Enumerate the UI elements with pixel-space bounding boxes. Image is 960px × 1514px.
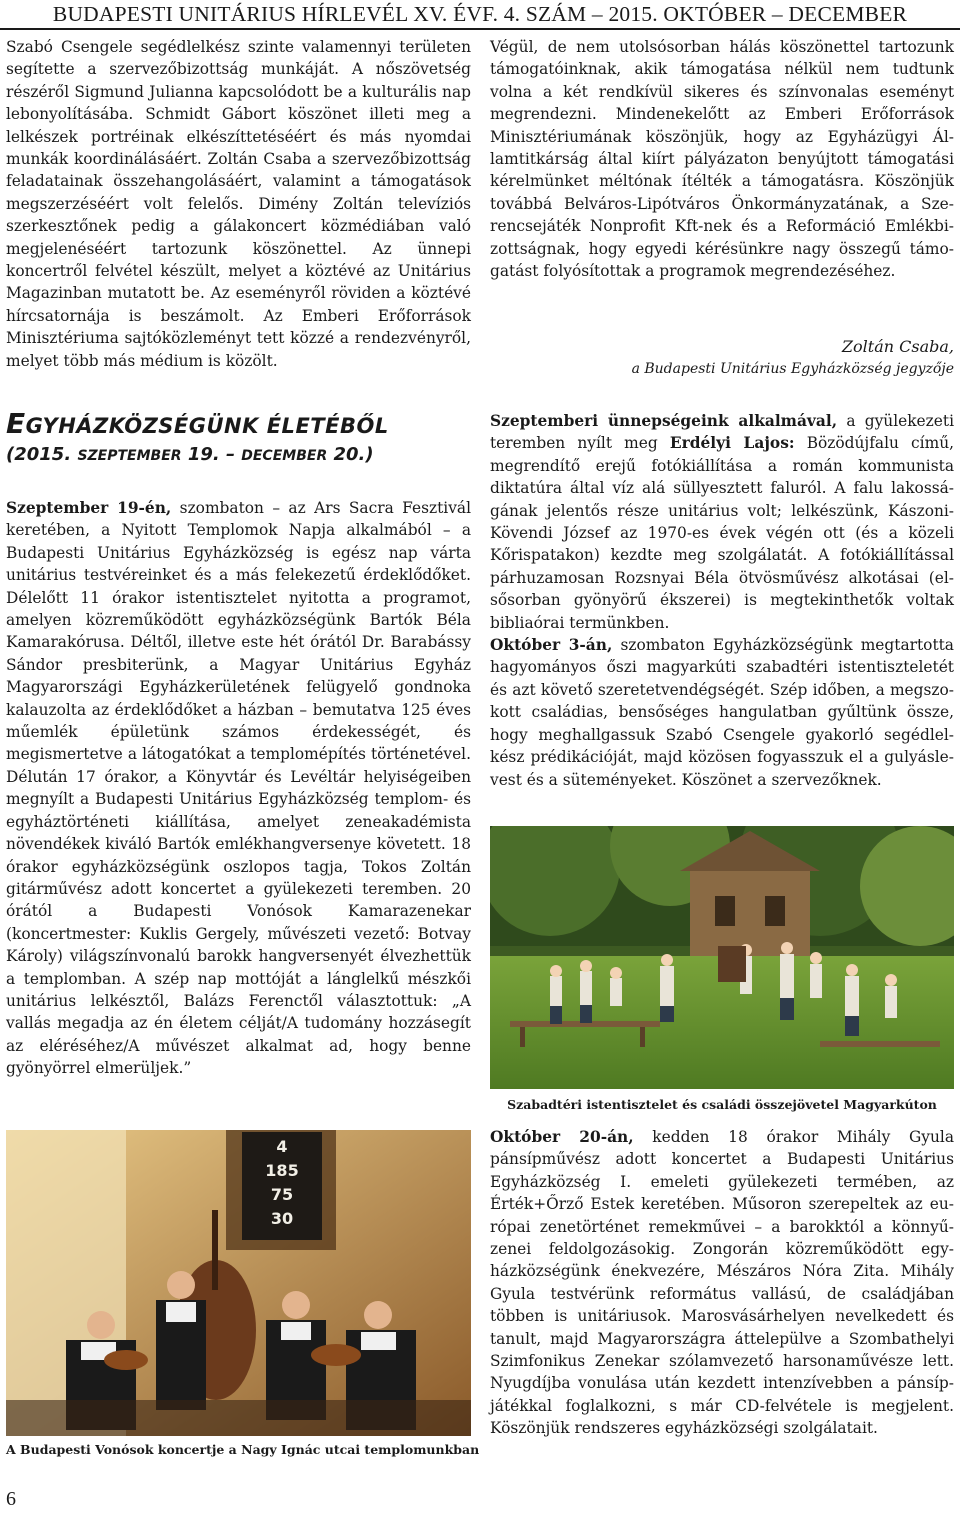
body-text: kedden 18 órakor Mihály Gyula pánsípművész adott koncertet a Budapesti Unitárius Egyházközség I. emeleti gyülekezeti termében, az Érték+Őrző Estek keretében. Műsoron szerepeltek az európai zenetörténet remekművei – a barokktól a könnyűzenei feldolgozásokig. Zongorán közreműködött egyházközségünk énekvezére, Mészáros Nóra Zita. Mihály Gyula testvérünk református vallású, de családjában többen is unitáriusok. Marosvásárhelyen nevelkedett és tanult, majd Magyarországra áttelepülve a Szombathelyi Szimfonikus Zenekar szólamvezető harsonaművésze lett. Nyugdíjba vonulása után kezdett intenzívebben a pánsípjátékkal foglalkozni, s már CD-felvétele is megjelent. Köszönjük rendszeres egyházközségi szolgálatait. bbox=[490, 1128, 954, 1438]
body-text: a gyülekezeti teremben nyílt meg bbox=[490, 412, 954, 453]
lead-in: Október 3-án, bbox=[490, 636, 613, 655]
section-title bbox=[6, 408, 476, 443]
right-top-paragraph bbox=[490, 36, 954, 282]
outdoor-photo-caption: Szabadtéri istentisztelet és családi összejövetel Magyarkúton bbox=[507, 1097, 937, 1112]
left-main-article bbox=[6, 497, 471, 1080]
newsletter-title: BUDAPESTI UNITÁRIUS HÍRLEVÉL XV. ÉVF. 4. SZÁM – 2015. OKTÓBER – DECEMBER bbox=[52, 2, 908, 26]
concert-photo bbox=[6, 1130, 471, 1436]
title-rest: GYHÁZKÖZSÉGÜNK ÉLETÉBŐL bbox=[25, 414, 389, 438]
lead-in: Szeptemberi ünnepségeink alkalmával, bbox=[490, 412, 838, 430]
outdoor-photo-illustration bbox=[490, 826, 954, 1089]
sub-part: 19. – bbox=[181, 444, 242, 465]
header-rule bbox=[0, 28, 960, 30]
paragraph: Szabó Csengele segédlelkész szinte valamennyi területen segítette a szervezőbizottság munkáját. A nőszövetség részéről Sigmund Julianna kapcsolódott be a kulturális nap lebonyolításába. Schmidt Gábort köszönet illeti meg a lelkészek portréinak elkészíttetéséért és más nyomdai munkák koordinálásáért. Zoltán Csaba a szervezőbizottság feladatainak összehangolásáért, valamint a támogatások megszerzéséért volt felelős. Dimény Zoltán televíziós szerkesztőnek pedig a gálakoncert közmédiában való megjelenéséért tartozunk köszönettel. Az ünnepi koncertről felvétel készült, melyet a köztévé az Unitárius Magazinban mutatott be. Az eseményről röviden a köztévé hírcsatornája is beszámolt. Az Emberi Erőforrások Minisztériuma sajtóközleményt tett közzé a rendezvényről, melyet több más médium is közölt. bbox=[6, 38, 471, 370]
paragraph bbox=[6, 497, 471, 1080]
paragraph: Végül, de nem utolsósorban hálás köszönettel tartozunk támogatóinknak, akik támogatása nélkül nem tudtunk volna a két rendkívül sikeres és színvonalas eseményt megrendezni. Mindenekelőtt az Emberi Erőforrások Minisztériumának köszönjük, hogy az Egyházügyi Államtitkárság által kiírt pályázaton benyújtott támogatási kérelmünket méltónak ítélték a támogatásra. Köszönjük továbbá Belváros-Lipótváros Önkormányzatának, a Szerencsejáték Nonprofit Kft-nek és a Reformáció Emlékbizottságnak, hogy egyedi kérésünkre nagy összegű támogatást folyósítottak a programok megrendezéséhez. bbox=[490, 38, 954, 281]
concert-photo-caption: A Budapesti Vonósok koncertje a Nagy Ignác utcai templomunkban bbox=[6, 1442, 480, 1457]
signature bbox=[490, 336, 954, 380]
outdoor-service-photo bbox=[490, 826, 954, 1089]
paragraph bbox=[490, 410, 954, 634]
left-top-paragraph bbox=[6, 36, 471, 372]
paragraph bbox=[490, 1126, 954, 1440]
hymn-board-number: 185 bbox=[265, 1161, 299, 1180]
concert-photo-illustration bbox=[6, 1130, 471, 1436]
running-header bbox=[0, 0, 960, 30]
lead-in: Szeptember 19-én, bbox=[6, 499, 172, 517]
sub-part: SZEPTEMBER bbox=[77, 448, 182, 464]
sub-part: (2015. bbox=[6, 444, 78, 465]
title-initial: E bbox=[6, 407, 26, 440]
hymn-board-number: 30 bbox=[270, 1209, 294, 1228]
body-text: szombaton – az Ars Sacra Fesztivál keretében, a Nyitott Templomok Napja alkalmából – a Budapesti Unitárius Egyházközség is egész nap várta unitárius testvéreinket és a más felekezetű érdeklődőket. Délelőtt 11 órakor istentisztelet nyitotta a programot, amelyen közreműködött egyházközségünk Bartók Béla Kamarakórusa. Déltől, illetve este hét órától Dr. Barabássy Sándor presbiterünk, a Magyar Unitárius Egyház Magyarországi Egyházkerületének felügyelő gondnoka kalauzolta az érdeklődőket a házban – bemutatva 125 éves műemlék épületünk számos érdekességét, és megismertetve a látogatókat a templomépítés történetével. Délután 17 órakor, a Könyvtár és Levéltár helyiségeiben megnyílt a Budapesti Unitárius Egyházközség templom- és egyháztörténeti kiállítása, amelyet zeneakadémista növendékek kiváló Bartók emlékhangversenye követett. 18 órakor egyházközségünk oszlopos tagja, Tokos Zoltán gitárművész adott koncertet a gyülekezeti teremben. 20 órától a Budapesti Vonósok Kamarazenekar (koncertmester: Kuklis Gergely, művészeti vezető: Botvay Károly) világszínvonalú barokk hangversenyét élvezhettük a templomban. A szép nap mottóját a lánglelkű mészkői unitárius lelkésztől, Balázs Ferenctől választottuk: „A vallás megadja az én életem célját/A tudomány hozzásegít az eléréséhez/A művészet alkalmat ad, hogy benne gyönyörrel elmerüljek.” bbox=[6, 499, 472, 1078]
lead-in: Október 20-án, bbox=[490, 1128, 634, 1146]
section-subtitle bbox=[6, 443, 476, 468]
page-number: 6 bbox=[6, 1488, 16, 1510]
sub-part: 20.) bbox=[327, 444, 374, 465]
section-heading bbox=[6, 408, 476, 468]
right-main-article bbox=[490, 410, 954, 791]
body-text: Bözödújfalu című, megrendítő erejű fotókiállítása a román kommunista diktatúra által víz alá süllyesztett faluról. A falu lakosságának jelentős része unitárius volt; lelkészünk, Kászoni-Kövendi József az 1970-es évek végén ott (és a közeli Kőrispatakon) kezdte meg szolgálatát. A fotókiállítással párhuzamosan Rozsnyai Béla ötvösművész alkotásai (elsősorban gyönyörű ékszerei) is megtekinthetők voltak bibliaórai termünkben. bbox=[490, 434, 955, 632]
hymn-board-number: 75 bbox=[270, 1185, 294, 1204]
body-text: szombaton Egyházközségünk megtartotta hagyományos őszi magyarkúti szabadtéri istentiszteletét és azt követő szeretetvendégségét. Szép időben, a megszokott családias, bensőséges hangulatban gyűltünk össze, hogy meghallgassuk Szabó Csengele gyakorló segédlelkész prédikációját, majd közösen fogyasszuk el a gulyáslevest és a süteményeket. Köszönet a szervezőknek. bbox=[490, 636, 954, 789]
paragraph bbox=[490, 634, 954, 791]
hymn-board-number: 4 bbox=[276, 1137, 288, 1156]
artist-name: Erdélyi Lajos: bbox=[669, 434, 795, 453]
signature-name: Zoltán Csaba, bbox=[841, 337, 954, 356]
signature-role: a Budapesti Unitárius Egyházközség jegyzője bbox=[631, 361, 954, 377]
sub-part: DECEMBER bbox=[241, 448, 328, 464]
right-bottom-article bbox=[490, 1126, 954, 1440]
